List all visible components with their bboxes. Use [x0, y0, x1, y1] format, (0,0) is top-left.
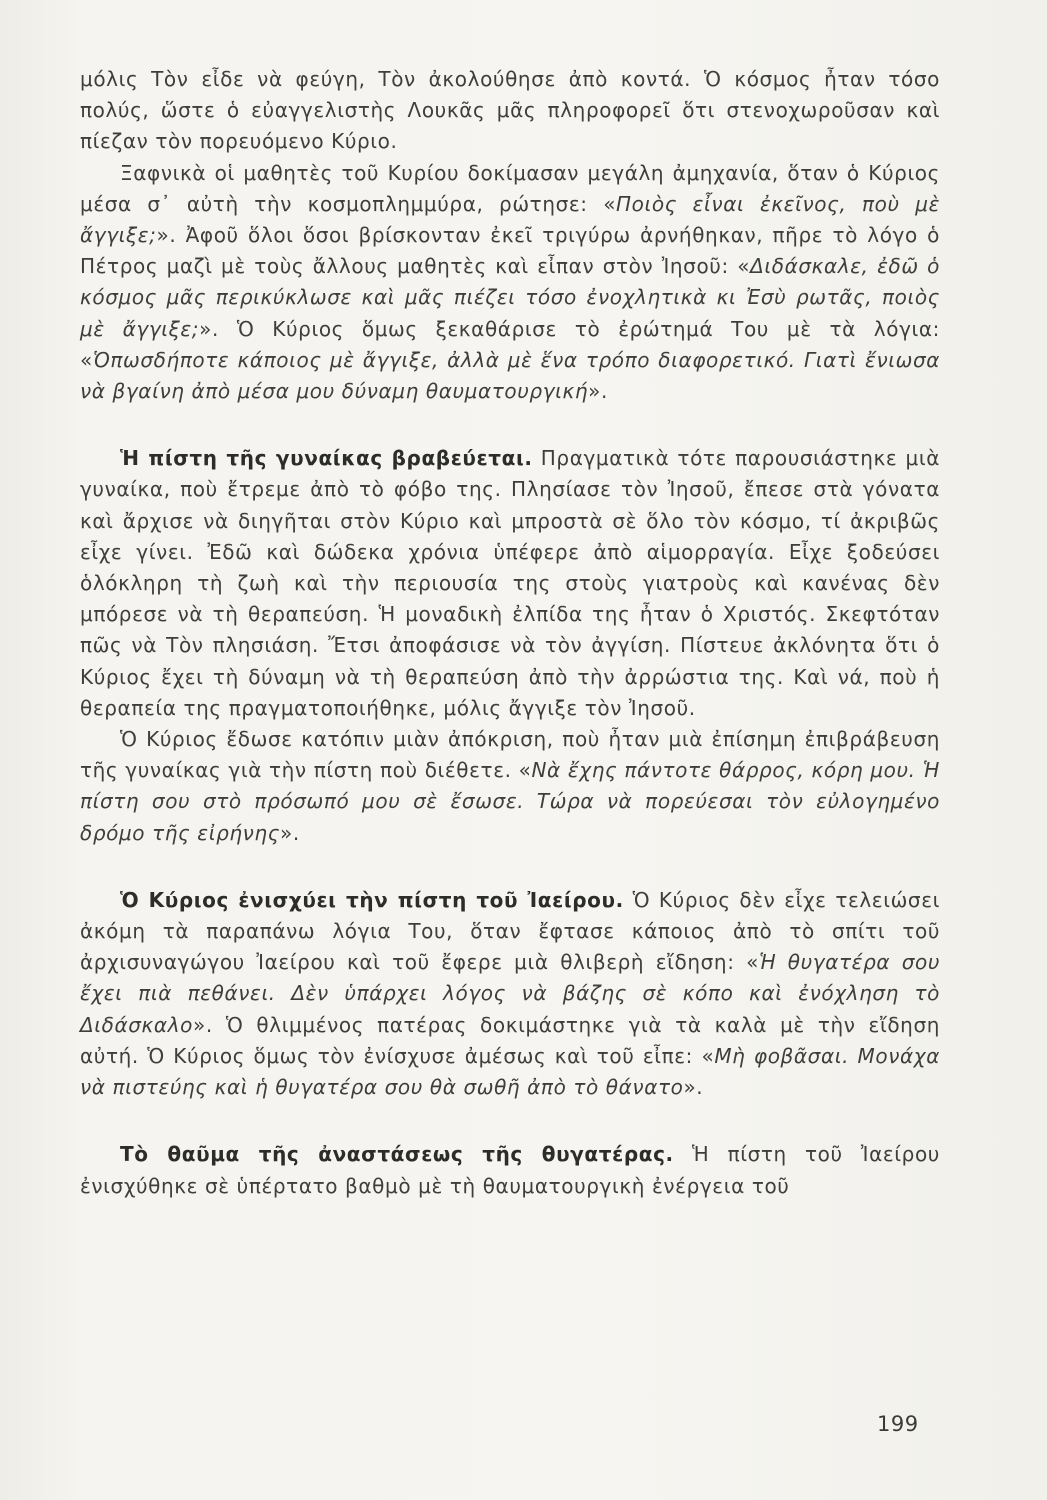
body-text [80, 64, 940, 1202]
quote-run: Διδάσκαλε, ἐδῶ ὁ κόσμος μᾶς περικύκλωσε καὶ μᾶς πιέζει τόσο ἐνοχλητικὰ κι Ἐσὺ ρωτᾶς, ποιὸς μὲ ἄγγιξε; [80, 254, 940, 341]
quote-run: Ποιὸς εἶναι ἐκεῖνος, ποὺ μὲ ἄγγιξε; [80, 191, 940, 248]
quote-run: Ἡ θυγατέρα σου ἔχει πιὰ πεθάνει. Δὲν ὑπάρχει λόγος νὰ βάζης σὲ κόπο καὶ ἐνόχληση τὸ Διδάσκαλο [80, 950, 941, 1037]
section-heading-jairus-faith: Ὁ Κύριος ἐνισχύει τὴν πίστη τοῦ Ἰαείρου. [120, 887, 624, 912]
text-run: Ὁ Κύριος δὲν εἶχε τελειώσει ἀκόμη τὰ παραπάνω λόγια Του, ὅταν ἔφτασε κάποιος ἀπὸ τὸ σπίτι τοῦ ἀρχισυναγώγου Ἰαείρου καὶ τοῦ ἔφερε μιὰ θλιβερὴ εἴδηση: « [80, 887, 940, 975]
text-run: Πραγματικὰ τότε παρουσιάστηκε μιὰ γυναίκα, ποὺ ἔτρεμε ἀπὸ τὸ φόβο της. Πλησίασε τὸν Ἰησοῦ, ἔπεσε στὰ γόνατα καὶ ἄρχισε νὰ διηγῆται στὸν Κύριο καὶ μπροστὰ σὲ ὅλο τὸν κόσμο, τί ἀκριβῶς εἶχε γίνει. Ἐδῶ καὶ δώδεκα χρόνια ὑπέφερε ἀπὸ αἱμορραγία. Εἶχε ξοδεύσει ὁλόκληρη τὴ ζωὴ καὶ τὴν περιουσία της στοὺς γιατροὺς καὶ κανένας δὲν μπόρεσε νὰ τὴ θεραπεύση. Ἡ μοναδικὴ ἐλπίδα της ἦταν ὁ Χριστός. Σκεφτόταν πῶς νὰ Τὸν πλησιάση. Ἔτσι ἀποφάσισε νὰ τὸν ἀγγίση. Πίστευε ἀκλόνητα ὅτι ὁ Κύριος ἔχει τὴ δύναμη νὰ τὴ θεραπεύση ἀπὸ τὴν ἀρρώστια της. Καὶ νά, ποὺ ἡ θεραπεία της πραγματοποιήθηκε, μόλις ἄγγιξε τὸν Ἰησοῦ. [80, 446, 940, 720]
quote-run: Νὰ ἔχης πάντοτε θάρρος, κόρη μου. Ἡ πίστη σου στὸ πρόσωπό μου σὲ ἔσωσε. Τώρα νὰ πορεύεσαι τὸν εὐλογημένο δρόμο τῆς εἰρήνης [80, 758, 940, 845]
text-run: ». [588, 379, 608, 404]
quote-run: Μὴ φοβᾶσαι. Μονάχα νὰ πιστεύης καὶ ἡ θυγατέρα σου θὰ σωθῆ ἀπὸ τὸ θάνατο [80, 1043, 940, 1100]
text-run: Ἡ πίστη τοῦ Ἰαείρου ἐνισχύθηκε σὲ ὑπέρτατο βαθμὸ μὲ τὴ θαυματουργικὴ ἐνέργεια τοῦ [80, 1142, 940, 1198]
text-run: ». [683, 1075, 704, 1100]
paragraph-3 [80, 443, 940, 724]
section-heading-faith-rewarded: Ἡ πίστη τῆς γυναίκας βραβεύεται. [120, 446, 533, 471]
text-run: Ὁ Κύριος ἔδωσε κατόπιν μιὰν ἀπόκριση, ποὺ ἦταν μιὰ ἐπίσημη ἐπιβράβευση τῆς γυναίκας γιὰ τὴν πίστη ποὺ διέθετε. « [80, 727, 940, 783]
paragraph-5 [80, 885, 940, 1103]
text-run: ». [280, 820, 300, 845]
quote-run: Ὁπωσδήποτε κάποιος μὲ ἄγγιξε, ἀλλὰ μὲ ἕνα τρόπο διαφορετικό. Γιατὶ ἔνιωσα νὰ βγαίνη ἀπὸ μέσα μου δύναμη θαυματουργική [80, 347, 940, 404]
paragraph-2 [80, 158, 940, 408]
section-gap [80, 849, 940, 885]
text-run: μόλις Τὸν εἶδε νὰ φεύγη, Τὸν ἀκολούθησε ἀπὸ κοντά. Ὁ κόσμος ἦταν τόσο πολύς, ὥστε ὁ εὐαγγελιστὴς Λουκᾶς μᾶς πληροφορεῖ ὅτι στενοχωροῦσαν καὶ πίεζαν τὸν πορευόμενο Κύριο. [80, 67, 940, 154]
text-run: ». Ἀφοῦ ὅλοι ὅσοι βρίσκονταν ἐκεῖ τριγύρω ἀρνήθηκαν, πῆρε τὸ λόγο ὁ Πέτρος μαζὶ μὲ τοὺς ἄλλους μαθητὲς καὶ εἶπαν στὸν Ἰησοῦ: « [80, 223, 940, 279]
page-number: 199 [877, 1412, 919, 1436]
paragraph-1 [80, 64, 940, 158]
section-heading-resurrection-miracle: Τὸ θαῦμα τῆς ἀναστάσεως τῆς θυγατέρας. [120, 1142, 674, 1167]
paragraph-4 [80, 724, 940, 849]
section-gap [80, 1103, 940, 1139]
text-run: Ξαφνικὰ οἱ μαθητὲς τοῦ Κυρίου δοκίμασαν μεγάλη ἀμηχανία, ὅταν ὁ Κύριος μέσα σ᾽ αὐτὴ τὴν κοσμοπλημμύρα, ρώτησε: « [80, 160, 940, 216]
text-run: ». Ὁ Κύριος ὅμως ξεκαθάρισε τὸ ἐρώτημά Του μὲ τὰ λόγια: « [80, 316, 941, 372]
section-gap [80, 407, 940, 443]
paragraph-6 [80, 1139, 940, 1201]
text-run: ». Ὁ θλιμμένος πατέρας δοκιμάστηκε γιὰ τὰ καλὰ μὲ τὴν εἴδηση αὐτή. Ὁ Κύριος ὅμως τὸν ἐνίσχυσε ἀμέσως καὶ τοῦ εἶπε: « [80, 1012, 940, 1068]
